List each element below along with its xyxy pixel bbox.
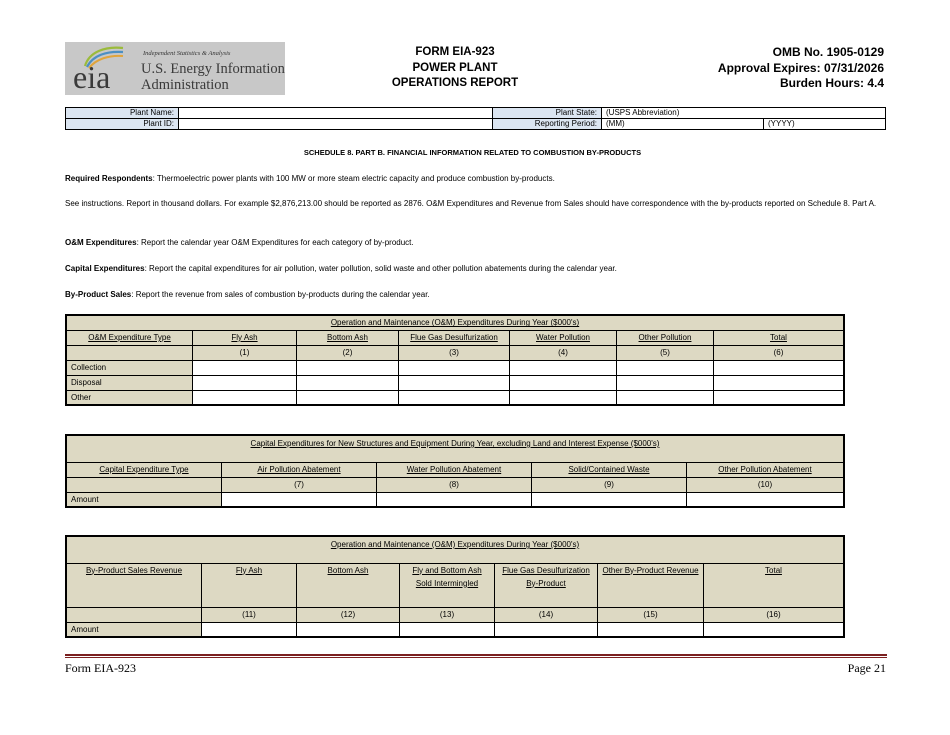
plant-state-label: Plant State:: [493, 108, 602, 119]
om-input-cell[interactable]: [617, 375, 714, 390]
sales-input-cell[interactable]: [400, 622, 495, 637]
logo-agency-line2: Administration: [141, 77, 229, 93]
eia-swoosh-icon: [65, 42, 145, 95]
om-input-cell[interactable]: [714, 360, 845, 375]
required-respondents-paragraph: [65, 172, 885, 185]
footer-rule-thin: [65, 657, 887, 658]
capital-col-other: Other Pollution Abatement: [687, 462, 845, 477]
eia-logo: [65, 42, 285, 95]
logo-tagline: Independent Statistics & Analysis: [143, 50, 231, 57]
sales-row-label: Amount: [66, 622, 202, 637]
plant-id-field[interactable]: [179, 119, 493, 130]
om-code: (1): [193, 345, 297, 360]
sales-input-cell[interactable]: [495, 622, 598, 637]
footer-page-number: Page 21: [847, 661, 886, 675]
sales-col-total: Total: [704, 563, 845, 607]
om-code-blank: [66, 345, 193, 360]
om-input-cell[interactable]: [510, 375, 617, 390]
capital-code-blank: [66, 477, 222, 492]
required-respondents-label: Required Respondents: [65, 174, 153, 183]
form-title-line1: FORM EIA-923: [415, 46, 495, 58]
om-code: (3): [399, 345, 510, 360]
plant-name-field[interactable]: [179, 108, 493, 119]
form-title-line2: POWER PLANT: [412, 61, 498, 74]
om-col-fly-ash: Fly Ash: [193, 330, 297, 345]
by-product-sales-label: By-Product Sales: [65, 290, 132, 299]
om-input-cell[interactable]: [714, 390, 845, 405]
by-product-sales-paragraph: [65, 288, 885, 301]
omb-block: [718, 45, 884, 92]
footer-rule: [65, 654, 887, 656]
om-code: (6): [714, 345, 845, 360]
om-input-cell[interactable]: [193, 375, 297, 390]
sales-table-title: Operation and Maintenance (O&M) Expenditures During Year ($000's): [66, 536, 844, 563]
sales-col-fgd: Flue Gas Desulfurization By-Product: [495, 563, 598, 607]
reporting-month-field[interactable]: (MM): [602, 119, 764, 130]
sales-code: (15): [598, 607, 704, 622]
sales-type-header: By-Product Sales Revenue: [66, 563, 202, 607]
capital-input-cell[interactable]: [222, 492, 377, 507]
om-table-title: Operation and Maintenance (O&M) Expenditures During Year ($000's): [66, 315, 844, 330]
om-expenditures-text: : Report the calendar year O&M Expenditures for each category of by-product.: [136, 238, 414, 247]
sales-col-bottom-ash: Bottom Ash: [297, 563, 400, 607]
om-input-cell[interactable]: [714, 375, 845, 390]
sales-row-amount: [66, 622, 844, 637]
capital-col-solid: Solid/Contained Waste: [532, 462, 687, 477]
om-input-cell[interactable]: [617, 360, 714, 375]
form-title: [375, 45, 535, 92]
by-product-sales-table: [65, 535, 845, 638]
sales-code: (11): [202, 607, 297, 622]
om-row-disposal: [66, 375, 844, 390]
sales-code: (13): [400, 607, 495, 622]
capital-input-cell[interactable]: [687, 492, 845, 507]
form-title-line3: OPERATIONS REPORT: [391, 77, 519, 89]
capital-expenditures-table: [65, 434, 845, 508]
om-code: (5): [617, 345, 714, 360]
capital-col-water: Water Pollution Abatement: [377, 462, 532, 477]
om-row-collection: [66, 360, 844, 375]
om-row-label: Collection: [66, 360, 193, 375]
by-product-sales-text: : Report the revenue from sales of combustion by-products during the calendar year.: [131, 290, 430, 299]
capital-table-title: Capital Expenditures for New Structures and Equipment During Year, excluding Land and Interest Expense ($000's): [66, 435, 844, 462]
om-col-water-pollution: Water Pollution: [510, 330, 617, 345]
om-expenditures-paragraph: [65, 236, 885, 249]
om-expenditures-label: O&M Expenditures: [65, 238, 137, 247]
om-input-cell[interactable]: [297, 375, 399, 390]
sales-input-cell[interactable]: [297, 622, 400, 637]
required-respondents-text: : Thermoelectric power plants with 100 MW or more steam electric capacity and produce combustion by-products.: [152, 174, 555, 183]
om-input-cell[interactable]: [399, 375, 510, 390]
sales-col-other: Other By-Product Revenue: [598, 563, 704, 607]
om-input-cell[interactable]: [399, 360, 510, 375]
reporting-year-field[interactable]: (YYYY): [764, 119, 886, 130]
reporting-period-label: Reporting Period:: [493, 119, 602, 130]
om-expenditures-table: [65, 314, 845, 406]
capital-code: (8): [377, 477, 532, 492]
plant-id-label: Plant ID:: [66, 119, 179, 130]
sales-code-blank: [66, 607, 202, 622]
sales-input-cell[interactable]: [598, 622, 704, 637]
footer-form-name: Form EIA-923: [65, 661, 136, 675]
approval-expires: Approval Expires: 07/31/2026: [717, 60, 884, 75]
capital-input-cell[interactable]: [377, 492, 532, 507]
om-row-label: Disposal: [66, 375, 193, 390]
om-col-total: Total: [714, 330, 845, 345]
om-input-cell[interactable]: [193, 390, 297, 405]
capital-type-header: Capital Expenditure Type: [66, 462, 222, 477]
sales-col-fly-ash: Fly Ash: [202, 563, 297, 607]
om-input-cell[interactable]: [510, 360, 617, 375]
om-code: (4): [510, 345, 617, 360]
capital-input-cell[interactable]: [532, 492, 687, 507]
capital-expenditures-text: : Report the capital expenditures for air pollution, water pollution, solid waste and other pollution abatements during the calendar year.: [144, 264, 617, 273]
capital-row-amount: [66, 492, 844, 507]
om-col-bottom-ash: Bottom Ash: [297, 330, 399, 345]
om-col-other-pollution: Other Pollution: [617, 330, 714, 345]
sales-col-intermingled: Fly and Bottom Ash Sold Intermingled: [400, 563, 495, 607]
om-input-cell[interactable]: [399, 390, 510, 405]
sales-code: (12): [297, 607, 400, 622]
om-input-cell[interactable]: [297, 390, 399, 405]
plant-name-label: Plant Name:: [66, 108, 179, 119]
instructions-paragraph: See instructions. Report in thousand dollars. For example $2,876,213.00 should be reported as 2876. O&M Expenditures and Revenue from Sales should have correspondence with the by-products reported on Schedule 8. Part A.: [65, 199, 877, 208]
plant-id-table: [65, 107, 886, 130]
om-input-cell[interactable]: [193, 360, 297, 375]
capital-col-air: Air Pollution Abatement: [222, 462, 377, 477]
capital-code: (10): [687, 477, 845, 492]
burden-hours: Burden Hours: 4.4: [779, 76, 884, 90]
sales-input-cell[interactable]: [202, 622, 297, 637]
omb-number: OMB No. 1905-0129: [772, 45, 884, 59]
om-input-cell[interactable]: [297, 360, 399, 375]
om-type-header: O&M Expenditure Type: [66, 330, 193, 345]
plant-state-field[interactable]: (USPS Abbreviation): [602, 108, 886, 119]
om-row-label: Other: [66, 390, 193, 405]
capital-row-label: Amount: [66, 492, 222, 507]
sales-code: (16): [704, 607, 845, 622]
om-col-fgd: Flue Gas Desulfurization: [399, 330, 510, 345]
schedule-title: SCHEDULE 8. PART B. FINANCIAL INFORMATION RELATED TO COMBUSTION BY-PRODUCTS: [303, 148, 642, 157]
capital-expenditures-paragraph: [65, 262, 885, 275]
om-input-cell[interactable]: [510, 390, 617, 405]
om-code: (2): [297, 345, 399, 360]
om-input-cell[interactable]: [617, 390, 714, 405]
eia-wordmark: eia: [73, 59, 111, 95]
capital-code: (9): [532, 477, 687, 492]
logo-agency-line1: U.S. Energy Information: [141, 61, 285, 77]
capital-code: (7): [222, 477, 377, 492]
sales-code: (14): [495, 607, 598, 622]
capital-expenditures-label: Capital Expenditures: [65, 264, 145, 273]
sales-input-cell[interactable]: [704, 622, 845, 637]
om-row-other: [66, 390, 844, 405]
